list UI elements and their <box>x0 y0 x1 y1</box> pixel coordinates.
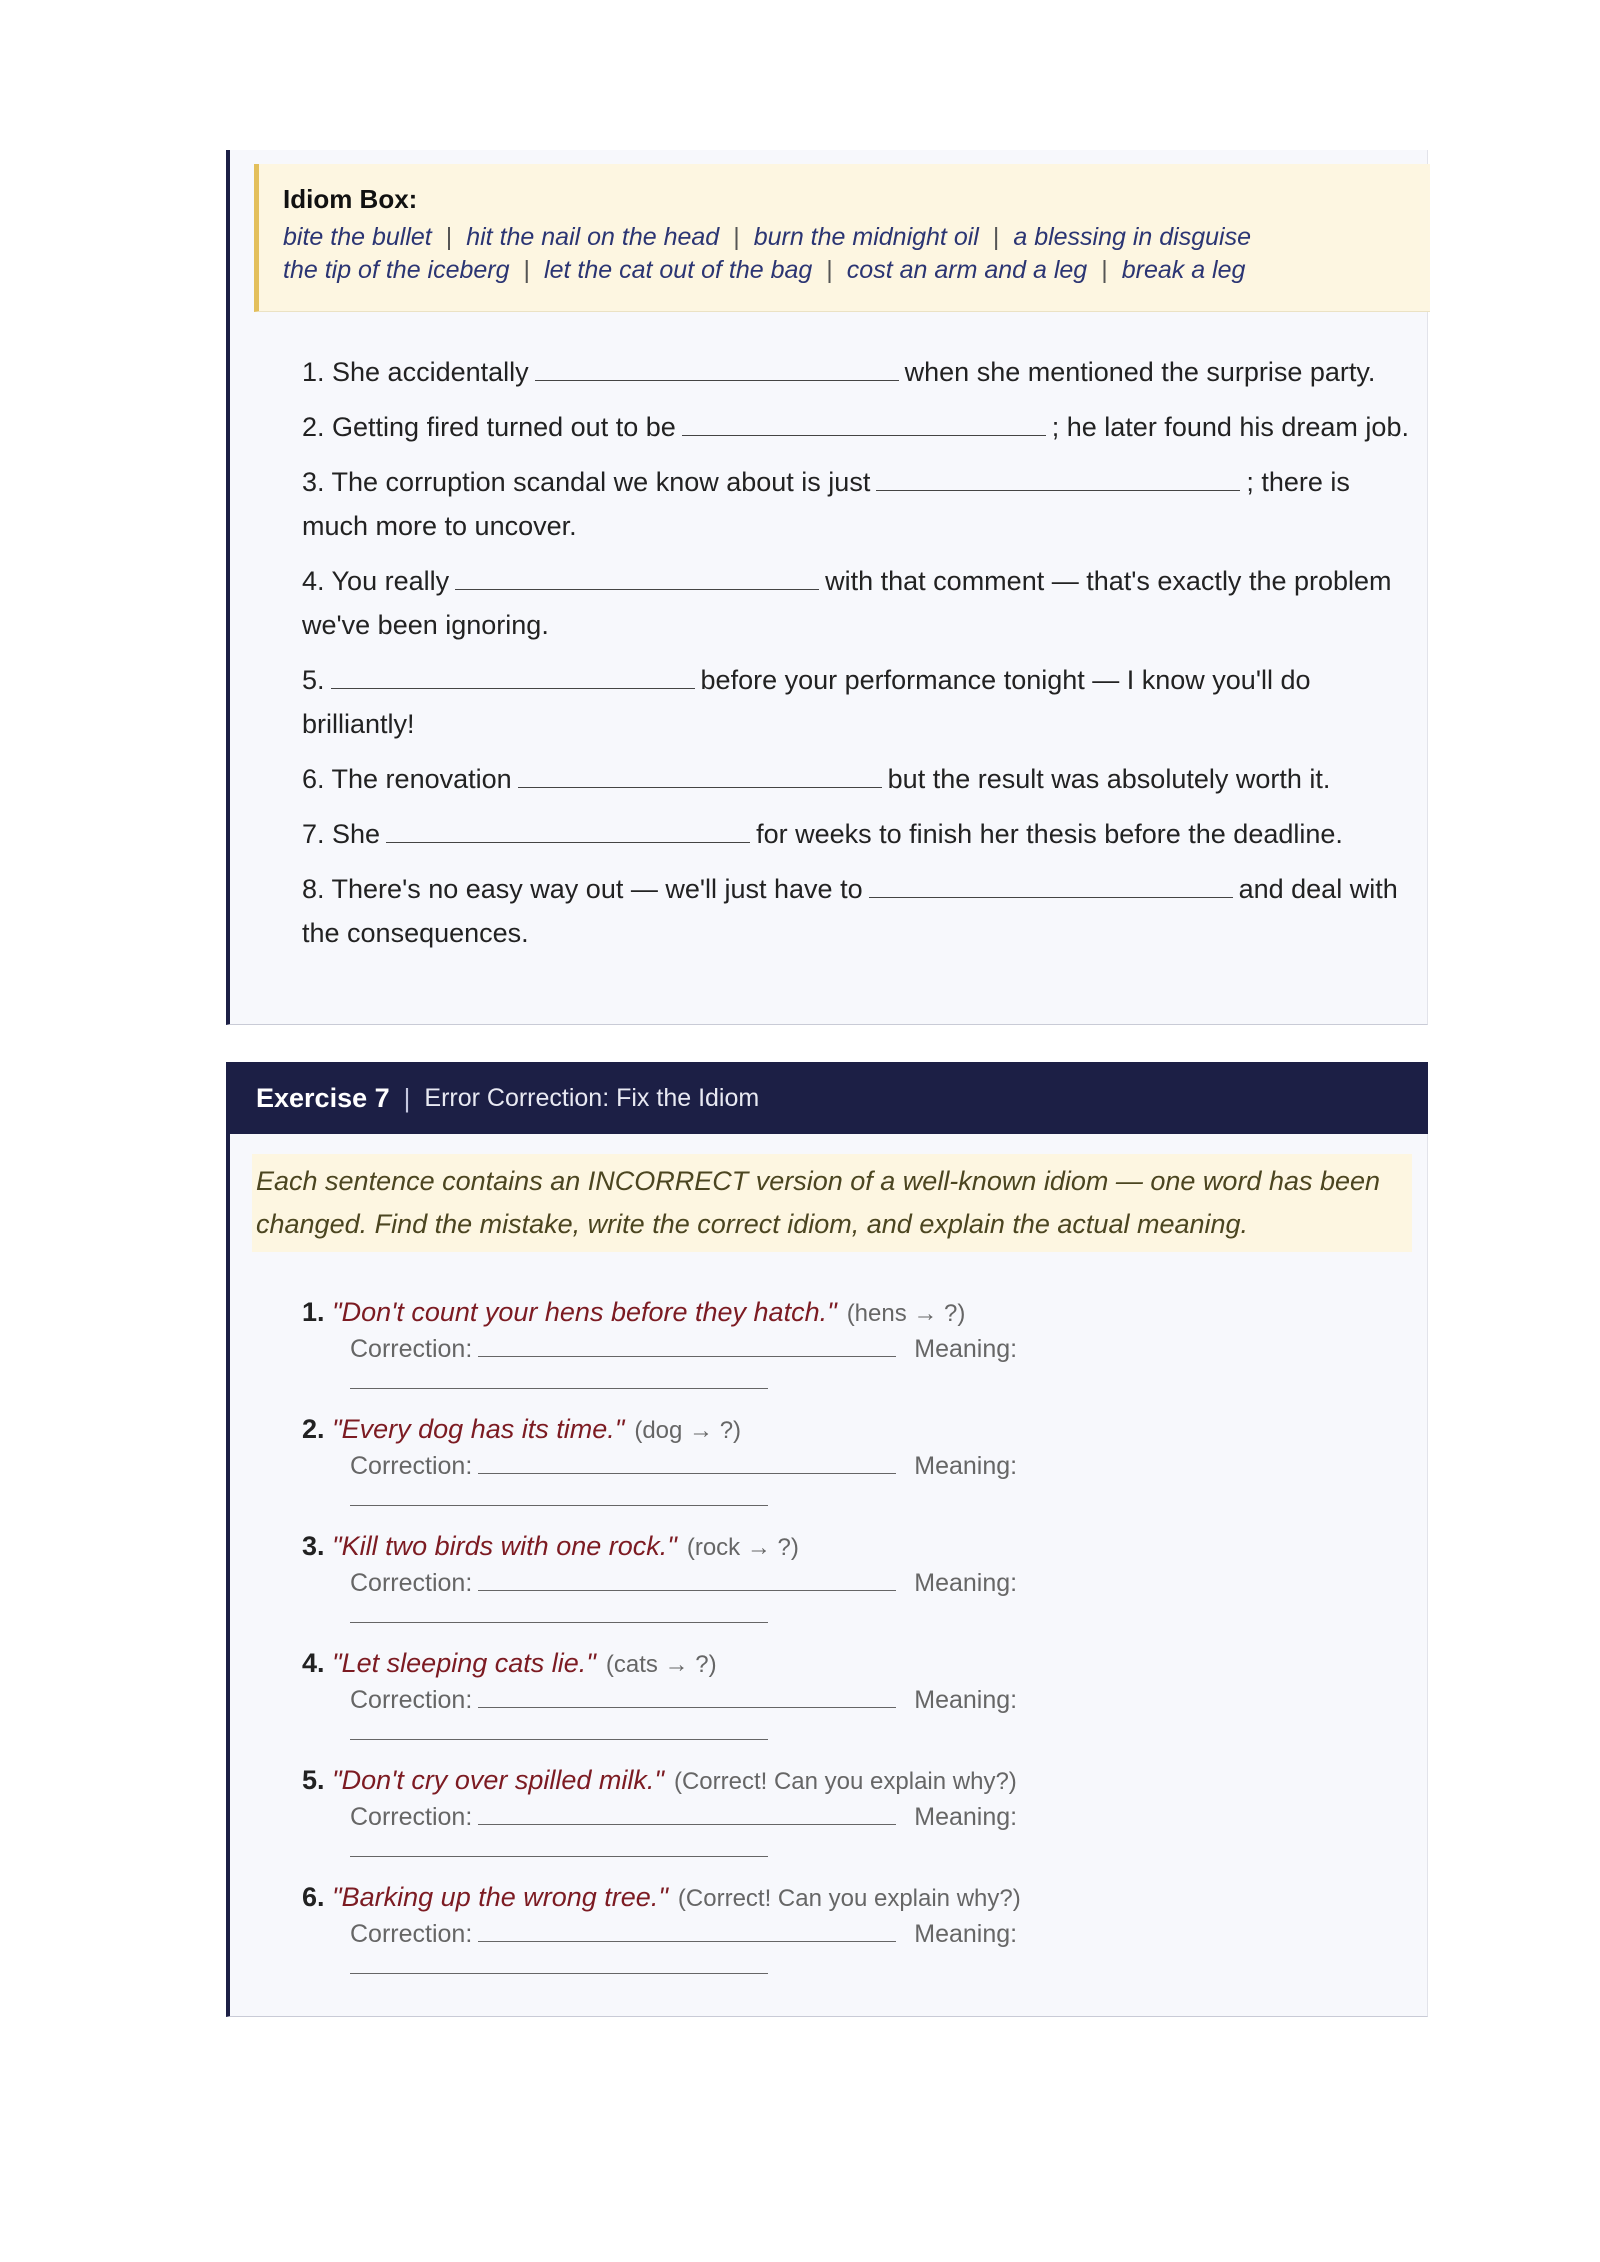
correction-label: Correction: <box>350 1569 473 1597</box>
incorrect-idiom: "Let sleeping cats lie." <box>332 1648 596 1678</box>
header-separator: | <box>403 1082 411 1113</box>
correction-label: Correction: <box>350 1686 473 1714</box>
idiom-option: cost an arm and a leg <box>846 256 1088 284</box>
meaning-label: Meaning: <box>914 1335 1018 1363</box>
answer-blank[interactable] <box>535 350 899 381</box>
error-question <box>302 1645 1402 1683</box>
item-number: 2. <box>302 1414 325 1444</box>
correction-blank[interactable] <box>478 1683 896 1708</box>
item-hint: (rock → ?) <box>686 1534 799 1561</box>
correction-label: Correction: <box>350 1803 473 1831</box>
answer-row <box>350 1917 1402 1951</box>
sentence-start: 1. She accidentally <box>302 357 529 387</box>
answer-blank[interactable] <box>386 812 750 843</box>
fill-in-item <box>302 460 1414 548</box>
idiom-option: the tip of the iceberg <box>283 256 510 284</box>
exercise-title: Error Correction: Fix the Idiom <box>424 1083 760 1112</box>
idiom-option: a blessing in disguise <box>1013 223 1251 251</box>
idiom-option: burn the midnight oil <box>753 223 979 251</box>
answer-blank[interactable] <box>682 405 1046 436</box>
sentence-start: 4. You really <box>302 566 450 596</box>
fill-in-item <box>302 658 1414 746</box>
incorrect-idiom: "Don't cry over spilled milk." <box>332 1765 664 1795</box>
sentence-start: 6. The renovation <box>302 764 512 794</box>
idiom-separator: | <box>992 223 1000 251</box>
item-number: 3. <box>302 1531 325 1561</box>
meaning-blank[interactable] <box>350 1717 768 1740</box>
error-item <box>302 1762 1402 1879</box>
item-number: 5. <box>302 1765 325 1795</box>
sentence-end: ; there is much more to uncover. <box>302 467 1350 541</box>
fill-in-item <box>302 867 1414 955</box>
sentence-end: when she mentioned the surprise party. <box>904 357 1376 387</box>
sentence-end: but the result was absolutely worth it. <box>887 764 1331 794</box>
fill-in-item <box>302 405 1414 449</box>
exercise-instruction: Each sentence contains an INCORRECT version of a well-known idiom — one word has been changed. Find the mistake, write the correct idiom, and explain the actual meaning. <box>252 1154 1412 1252</box>
idiom-separator: | <box>1101 256 1108 284</box>
incorrect-idiom: "Barking up the wrong tree." <box>332 1882 668 1912</box>
item-number: 6. <box>302 1882 325 1912</box>
item-number: 1. <box>302 1297 325 1327</box>
fill-in-item <box>302 350 1414 394</box>
item-hint: (dog → ?) <box>634 1417 742 1444</box>
idiom-option: let the cat out of the bag <box>544 256 813 284</box>
correction-blank[interactable] <box>478 1917 896 1942</box>
error-question <box>302 1294 1402 1332</box>
correction-blank[interactable] <box>478 1800 896 1825</box>
idiom-separator: | <box>523 256 531 284</box>
error-question <box>302 1879 1402 1917</box>
idiom-row-2 <box>283 254 1406 287</box>
sentence-end: and deal with the consequences. <box>302 874 1398 948</box>
correction-label: Correction: <box>350 1335 473 1363</box>
fill-in-list <box>302 350 1414 966</box>
correction-blank[interactable] <box>478 1566 896 1591</box>
incorrect-idiom: "Don't count your hens before they hatch." <box>332 1297 837 1327</box>
item-hint: (cats → ?) <box>605 1651 717 1678</box>
correction-label: Correction: <box>350 1452 473 1480</box>
meaning-blank[interactable] <box>350 1366 768 1389</box>
idiom-option: break a leg <box>1121 256 1246 284</box>
exercise-header <box>226 1062 1428 1134</box>
answer-blank[interactable] <box>869 867 1233 898</box>
idiom-option: bite the bullet <box>283 223 432 251</box>
sentence-end: ; he later found his dream job. <box>1051 412 1409 442</box>
idiom-row-1 <box>283 221 1406 254</box>
idiom-option: hit the nail on the head <box>466 223 720 251</box>
exercise-7-card <box>226 1062 1428 2017</box>
meaning-blank[interactable] <box>350 1951 768 1974</box>
error-item <box>302 1294 1402 1411</box>
correction-label: Correction: <box>350 1920 473 1948</box>
error-item <box>302 1411 1402 1528</box>
answer-row <box>350 1566 1402 1600</box>
answer-blank[interactable] <box>876 460 1240 491</box>
meaning-label: Meaning: <box>914 1452 1018 1480</box>
meaning-label: Meaning: <box>914 1920 1018 1948</box>
sentence-start: 3. The corruption scandal we know about is just <box>302 467 871 497</box>
meaning-label: Meaning: <box>914 1686 1018 1714</box>
meaning-label: Meaning: <box>914 1803 1018 1831</box>
sentence-end: before your performance tonight — I know you'll do brilliantly! <box>302 665 1311 739</box>
error-question <box>302 1411 1402 1449</box>
incorrect-idiom: "Kill two birds with one rock." <box>332 1531 677 1561</box>
sentence-start: 7. She <box>302 819 381 849</box>
fill-in-card <box>226 150 1428 1025</box>
answer-blank[interactable] <box>331 658 695 689</box>
answer-row <box>350 1683 1402 1717</box>
error-correction-list <box>302 1294 1402 1996</box>
error-item <box>302 1645 1402 1762</box>
error-question <box>302 1762 1402 1800</box>
meaning-label: Meaning: <box>914 1569 1018 1597</box>
sentence-end: with that comment — that's exactly the problem we've been ignoring. <box>302 566 1392 640</box>
fill-in-item <box>302 757 1414 801</box>
answer-row <box>350 1800 1402 1834</box>
answer-row <box>350 1449 1402 1483</box>
incorrect-idiom: "Every dog has its time." <box>332 1414 625 1444</box>
idiom-separator: | <box>733 223 740 251</box>
correction-blank[interactable] <box>478 1449 896 1474</box>
fill-in-item <box>302 812 1414 856</box>
item-hint: (Correct! Can you explain why?) <box>677 1885 1021 1912</box>
idiom-separator: | <box>445 223 453 251</box>
meaning-blank[interactable] <box>350 1483 768 1506</box>
idiom-box <box>254 164 1430 312</box>
error-item <box>302 1528 1402 1645</box>
sentence-start: 5. <box>302 665 325 695</box>
sentence-start: 8. There's no easy way out — we'll just have to <box>302 874 863 904</box>
item-hint: (hens → ?) <box>846 1300 966 1327</box>
answer-blank[interactable] <box>455 559 819 590</box>
error-question <box>302 1528 1402 1566</box>
answer-blank[interactable] <box>518 757 882 788</box>
idiom-separator: | <box>826 256 833 284</box>
sentence-end: for weeks to finish her thesis before the deadline. <box>756 819 1343 849</box>
meaning-blank[interactable] <box>350 1600 768 1623</box>
answer-row <box>350 1332 1402 1366</box>
meaning-blank[interactable] <box>350 1834 768 1857</box>
item-hint: (Correct! Can you explain why?) <box>673 1768 1017 1795</box>
sentence-start: 2. Getting fired turned out to be <box>302 412 676 442</box>
error-item <box>302 1879 1402 1996</box>
correction-blank[interactable] <box>478 1332 896 1357</box>
idiom-box-title: Idiom Box: <box>283 184 418 214</box>
exercise-number: Exercise 7 <box>256 1082 390 1113</box>
fill-in-item <box>302 559 1414 647</box>
item-number: 4. <box>302 1648 325 1678</box>
